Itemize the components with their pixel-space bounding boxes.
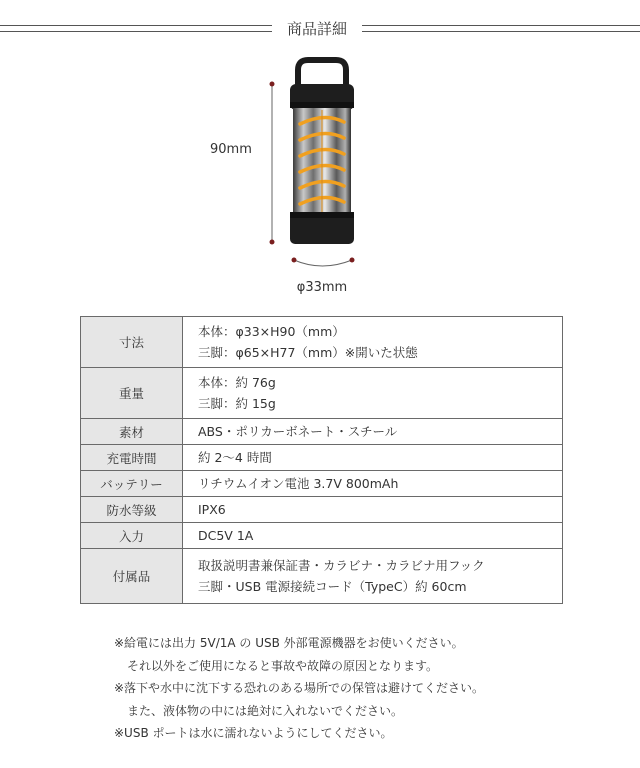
note-line: ※給電には出力 5V/1A の USB 外部電源機器をお使いください。 <box>114 636 464 650</box>
header-rule-left <box>0 25 272 32</box>
section-title: 商品詳細 <box>286 20 347 38</box>
table-row <box>81 317 563 368</box>
note-line: それ以外をご使用になると事故や故障の原因となります。 <box>127 658 439 673</box>
spec-value-line: 三脚：約 15g <box>198 396 276 411</box>
spec-value-line: 本体：φ33×H90（mm） <box>198 324 345 339</box>
table-row <box>81 419 563 445</box>
spec-label: 付属品 <box>81 549 183 604</box>
spec-label: 入力 <box>81 523 183 549</box>
note-line: また、液体物の中には絶対に入れないでください。 <box>127 703 404 718</box>
spec-table <box>80 316 563 604</box>
spec-value: ABS・ポリカーボネート・スチール <box>183 419 563 445</box>
table-row <box>81 368 563 419</box>
table-row <box>81 523 563 549</box>
spec-label: 寸法 <box>81 317 183 368</box>
spec-value <box>183 549 563 604</box>
header-rule-right <box>362 25 640 32</box>
spec-value-line: 本体：約 76g <box>198 375 276 390</box>
spec-label: 重量 <box>81 368 183 419</box>
note-line: ※USB ポートは水に濡れないようにしてください。 <box>114 726 393 740</box>
spec-value-line: 取扱説明書兼保証書・カラビナ・カラビナ用フック <box>198 558 485 573</box>
note-line: ※落下や水中に沈下する恐れのある場所での保管は避けてください。 <box>114 681 485 695</box>
spec-label: 充電時間 <box>81 445 183 471</box>
spec-value: リチウムイオン電池 3.7V 800mAh <box>183 471 563 497</box>
spec-value <box>183 368 563 419</box>
spec-value: IPX6 <box>183 497 563 523</box>
table-row <box>81 445 563 471</box>
spec-value <box>183 317 563 368</box>
lantern-illustration <box>0 52 640 302</box>
spec-value-line: 三脚：φ65×H77（mm）※開いた状態 <box>198 345 418 360</box>
spec-label: 防水等級 <box>81 497 183 523</box>
notes <box>114 632 614 745</box>
spec-value-line: 三脚・USB 電源接続コード（TypeC）約 60cm <box>198 579 467 594</box>
height-dimension-line <box>270 82 275 245</box>
section-header <box>0 16 640 40</box>
spec-label: 素材 <box>81 419 183 445</box>
table-row <box>81 497 563 523</box>
diameter-dimension-arc <box>292 258 355 267</box>
spec-value: DC5V 1A <box>183 523 563 549</box>
table-row <box>81 471 563 497</box>
table-row <box>81 549 563 604</box>
spec-label: バッテリー <box>81 471 183 497</box>
product-figure <box>0 52 640 302</box>
diameter-label: φ33mm <box>296 280 348 295</box>
height-label: 90mm <box>210 142 252 157</box>
spec-value: 約 2〜4 時間 <box>183 445 563 471</box>
